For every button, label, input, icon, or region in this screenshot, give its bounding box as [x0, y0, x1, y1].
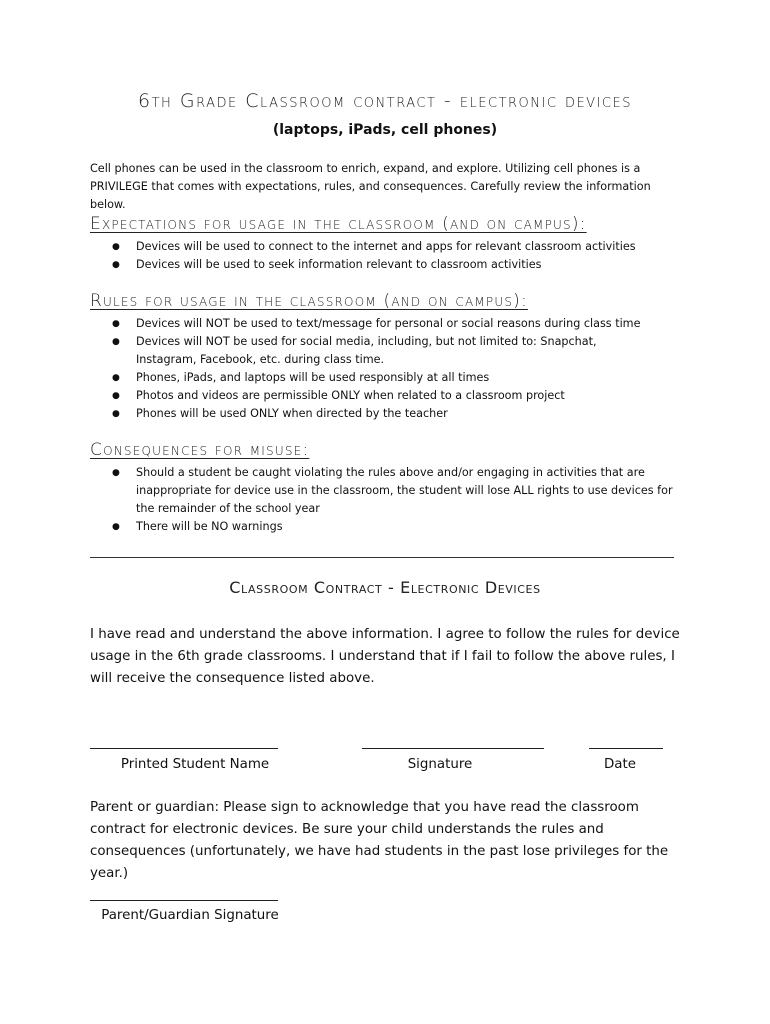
list-item: ● Phones will be used ONLY when directed by the teacher: [108, 405, 688, 423]
document-subtitle: (laptops, iPads, cell phones): [272, 122, 498, 138]
consequences-list: [108, 464, 688, 536]
parent-signature-label: Parent/Guardian Signature: [101, 908, 279, 923]
list-item: ● Should a student be caught violating the rules above and/or engaging in activities that are inappropriate for device use in the classroom, the student will lose ALL rights to use devices for the remainder of the school year: [108, 464, 688, 518]
parent-signature-line[interactable]: [90, 900, 278, 901]
parent-acknowledgement: Parent or guardian: Please sign to acknowledge that you have read the classroom contract for electronic devices. Be sure your child understands the rules and consequences (unfortunately, we have had students in the past lose privileges for the year.): [90, 800, 669, 881]
list-item: ● Phones, iPads, and laptops will be used responsibly at all times: [108, 369, 688, 387]
section-divider: [90, 557, 674, 558]
date-label: Date: [603, 757, 636, 772]
contract-heading: Classroom Contract - Electronic Devices: [229, 578, 541, 597]
list-item: ● Devices will be used to connect to the internet and apps for relevant classroom activities: [108, 238, 688, 256]
expectations-heading: Expectations for usage in the classroom (and on campus):: [90, 214, 587, 234]
rules-list: [108, 315, 688, 423]
signature-label: Signature: [407, 757, 473, 772]
consequences-heading: Consequences for misuse:: [90, 440, 310, 460]
list-item: ● Devices will NOT be used to text/message for personal or social reasons during class time: [108, 315, 688, 333]
contract-statement: I have read and understand the above information. I agree to follow the rules for device usage in the 6th grade classrooms. I understand that if I fail to follow the above rules, I will receive the consequence listed above.: [90, 627, 680, 686]
list-item: ● Devices will be used to seek information relevant to classroom activities: [108, 256, 688, 274]
rules-heading: Rules for usage in the classroom (and on campus):: [90, 291, 528, 311]
list-item: ● Photos and videos are permissible ONLY when related to a classroom project: [108, 387, 688, 405]
list-item: ● Devices will NOT be used for social media, including, but not limited to: Snapchat, Instagram, Facebook, etc. during class time.: [108, 333, 688, 369]
printed-name-label: Printed Student Name: [120, 757, 270, 772]
student-signature-line[interactable]: [362, 748, 544, 749]
printed-name-line[interactable]: [90, 748, 278, 749]
document-title: 6th Grade Classroom contract - electronic devices: [138, 90, 632, 112]
intro-paragraph: Cell phones can be used in the classroom to enrich, expand, and explore. Utilizing cell phones is a PRIVILEGE that comes with expectations, rules, and consequences. Carefully review the information below.: [90, 162, 651, 211]
list-item: ● There will be NO warnings: [108, 518, 688, 536]
expectations-list: [108, 238, 688, 274]
date-line[interactable]: [589, 748, 663, 749]
